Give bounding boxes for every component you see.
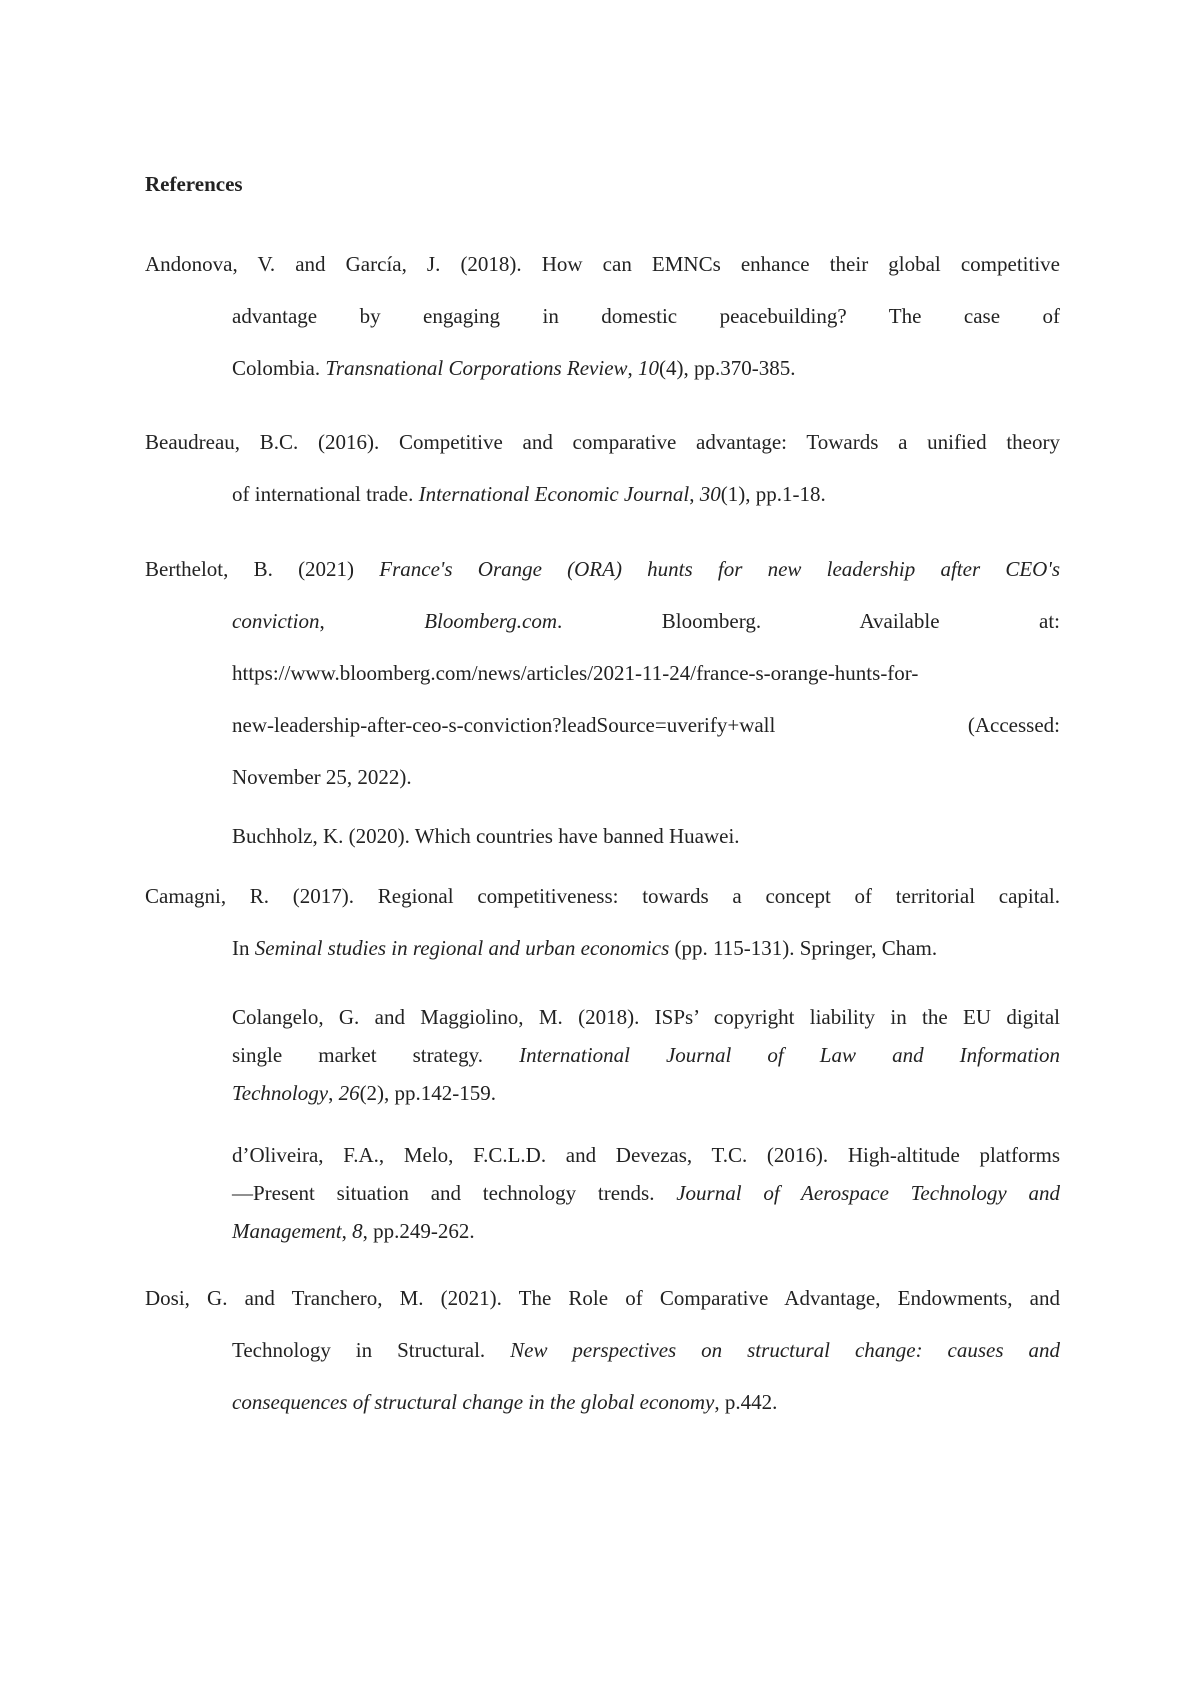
reference-andonova [145, 238, 1060, 394]
website-name: Bloomberg.com [424, 609, 557, 633]
reference-line: Colombia. Transnational Corporations Review, 10(4), pp.370-385. [232, 356, 796, 380]
reference-line: conviction, Bloomberg.com. Bloomberg. Available at: [232, 609, 1061, 633]
reference-line: single market strategy. International Journal of Law and Information [232, 1043, 1060, 1067]
journal-title: Transnational Corporations Review [325, 356, 628, 380]
article-title: conviction [232, 609, 320, 633]
volume-number: 10 [638, 356, 660, 380]
reference-url: https://www.bloomberg.com/news/articles/2021-11-24/france-s-orange-hunts-for- [232, 661, 919, 685]
volume-number: 26 [338, 1081, 360, 1105]
reference-line: Andonova, V. and García, J. (2018). How can EMNCs enhance their global competitive [145, 252, 1060, 276]
reference-dosi [145, 1272, 1060, 1428]
reference-beaudreau [145, 416, 1060, 520]
volume-number: 8 [352, 1219, 363, 1243]
journal-title: International Economic Journal [418, 482, 690, 506]
reference-berthelot [145, 543, 1060, 803]
reference-line: Colangelo, G. and Maggiolino, M. (2018). ISPs’ copyright liability in the EU digital [232, 1005, 1060, 1029]
reference-line: November 25, 2022). [232, 765, 412, 789]
reference-line: —Present situation and technology trends. Journal of Aerospace Technology and [232, 1181, 1060, 1205]
reference-doliveira [232, 1136, 1060, 1250]
reference-line: Camagni, R. (2017). Regional competitiveness: towards a concept of territorial capital. [145, 884, 1060, 908]
journal-title: International Journal of Law and Information [519, 1043, 1060, 1067]
reference-url: new-leadership-after-ceo-s-conviction?leadSource=uverify+wall (Accessed: [232, 713, 1060, 737]
reference-colangelo [232, 998, 1060, 1112]
reference-line: d’Oliveira, F.A., Melo, F.C.L.D. and Devezas, T.C. (2016). High-altitude platforms [232, 1143, 1060, 1167]
reference-line: Buchholz, K. (2020). Which countries have banned Huawei. [232, 824, 740, 848]
reference-line: Beaudreau, B.C. (2016). Competitive and comparative advantage: Towards a unified theory [145, 430, 1060, 454]
reference-buchholz [232, 810, 1060, 862]
reference-line: Management, 8, pp.249-262. [232, 1219, 475, 1243]
reference-camagni [145, 870, 1060, 974]
reference-line: Berthelot, B. (2021) France's Orange (ORA) hunts for new leadership after CEO's [145, 557, 1061, 581]
reference-line: of international trade. International Economic Journal, 30(1), pp.1-18. [232, 482, 826, 506]
reference-line: Technology in Structural. New perspectives on structural change: causes and [232, 1338, 1060, 1362]
book-title: Seminal studies in regional and urban economics [254, 936, 670, 960]
reference-line: In Seminal studies in regional and urban economics (pp. 115-131). Springer, Cham. [232, 936, 938, 960]
reference-line: Technology, 26(2), pp.142-159. [232, 1081, 497, 1105]
reference-line: consequences of structural change in the global economy, p.442. [232, 1390, 778, 1414]
journal-title: New perspectives on structural change: causes and [510, 1338, 1060, 1362]
reference-line: advantage by engaging in domestic peacebuilding? The case of [232, 304, 1060, 328]
reference-line: Dosi, G. and Tranchero, M. (2021). The Role of Comparative Advantage, Endowments, and [145, 1286, 1060, 1310]
journal-title: Technology [232, 1081, 329, 1105]
article-title: France's Orange (ORA) hunts for new leadership after CEO's [379, 557, 1061, 581]
volume-number: 30 [699, 482, 721, 506]
journal-title: consequences of structural change in the global economy [232, 1390, 715, 1414]
references-heading: References [145, 172, 243, 196]
journal-title: Management [232, 1219, 342, 1243]
journal-title: Journal of Aerospace Technology and [676, 1181, 1060, 1205]
